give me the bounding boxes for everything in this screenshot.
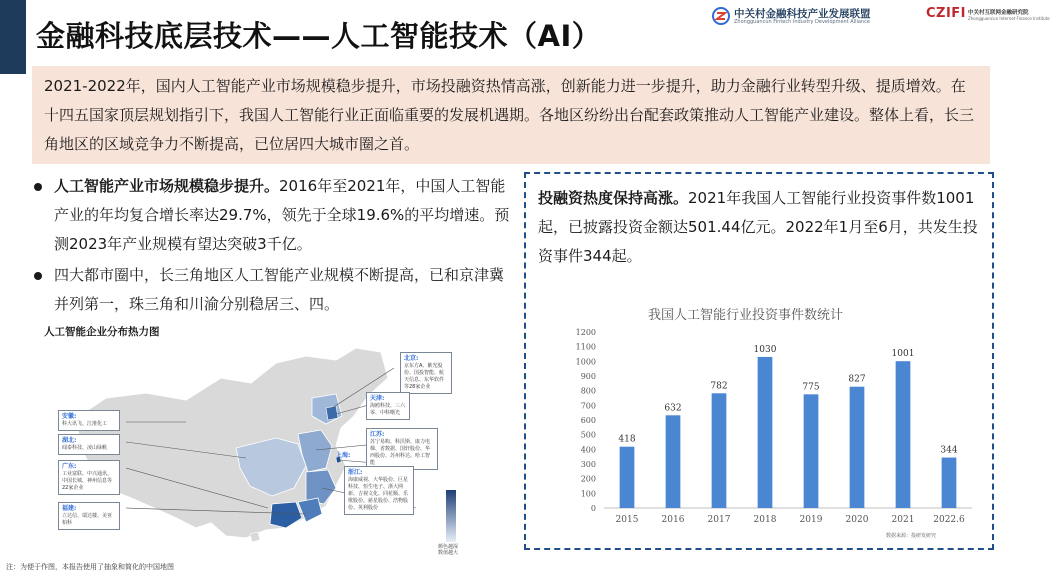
- chart-source: 数据来源：投研发研究: [886, 533, 937, 539]
- data-label: 782: [710, 381, 728, 392]
- callout-guangdong: [58, 460, 120, 495]
- callout-title: 天津:: [370, 395, 385, 402]
- y-tick-label: 600: [580, 416, 596, 425]
- bullet-list: [32, 172, 510, 321]
- y-tick-label: 200: [580, 474, 596, 484]
- callout-text: 闻泰科技、凌山绿帆: [62, 445, 108, 451]
- data-label: 1001: [891, 349, 915, 360]
- y-tick-label: 700: [580, 401, 596, 411]
- callout-text: 立达信、瑞达楼、美亚柏科: [62, 513, 113, 526]
- czifi-logo-mark: CZIFI: [926, 6, 967, 21]
- bar-2021: [896, 361, 911, 508]
- y-tick-label: 400: [580, 445, 596, 455]
- data-label: 827: [848, 374, 866, 385]
- callout-anhui: [58, 410, 120, 431]
- investment-body: 2021年我国人工智能行业投资事件数1001起，已披露投资金额达501.44亿元。2022年1月至6月，共发生投资事件344起。: [538, 189, 978, 265]
- callout-text: 工业富联、中兴通讯、中国长城、神州信息等22家企业: [62, 471, 113, 491]
- bullet-item: [32, 261, 510, 319]
- y-tick-label: 1100: [575, 342, 596, 352]
- callout-text: 海鸥科技、三六零、中科曙光: [370, 403, 406, 416]
- callout-text: 京东方A、紫光股份、国投智能、航天信息、东华软件等28家企业: [404, 363, 445, 390]
- bar-2015: [620, 447, 635, 508]
- callout-hubei: [58, 434, 120, 455]
- y-tick-label: 1000: [575, 357, 596, 367]
- zfida-logo-icon: [712, 7, 730, 25]
- callout-title: 上海:: [336, 452, 351, 459]
- intro-text: 2021-2022年，国内人工智能产业市场规模稳步提升，市场投融资热情高涨，创新能力进一步提升，助力金融行业转型升级、提质增效。在十四五国家顶层规划指引下，我国人工智能行业正面临重要的发展机遇期。各地区纷纷出台配套政策推动人工智能产业建设。整体上看，长三角地区的区域竞争力不断提高，已位居四大城市圈之首。: [44, 77, 975, 153]
- callout-text: 苏宁易购、科沃斯、康力电梯、省数据、国轩股份、华西股份、苏州科达、哈工智能: [370, 439, 431, 466]
- data-label: 1030: [753, 344, 777, 355]
- y-tick-label: 100: [580, 489, 596, 499]
- callout-title: 广东:: [62, 463, 77, 470]
- y-tick-label: 900: [580, 372, 596, 381]
- czifi-logo: [926, 6, 1050, 28]
- callout-text: 海康威视、大华股份、巨星科技、恒生电子、浙大网新、吉视文化、同花顺、乐歌股份、慈星股份、浩物股份、英利股份: [348, 477, 409, 511]
- bar-2020: [850, 387, 865, 508]
- bullet-item: [32, 172, 510, 259]
- y-tick-label: 800: [580, 386, 596, 396]
- callout-title: 福建:: [62, 505, 77, 512]
- bar-2019: [804, 394, 819, 508]
- y-tick-label: 1200: [575, 328, 596, 337]
- bar-2018: [758, 357, 773, 508]
- x-tick-label: 2015: [615, 515, 639, 525]
- bullet-bold: 人工智能产业市场规模稳步提升。: [54, 177, 280, 195]
- bar-2017: [712, 393, 727, 508]
- heatmap-china: [36, 338, 476, 558]
- bullet-text: 四大都市圈中，长三角地区人工智能产业规模不断提高，已和京津冀并列第一，珠三角和川渝分别稳居三、四。: [54, 266, 505, 313]
- map-title: 人工智能企业分布热力图: [44, 326, 160, 338]
- callout-title: 北京:: [404, 355, 419, 362]
- callout-jiangsu: [366, 428, 438, 470]
- x-tick-label: 2021: [891, 515, 915, 525]
- callout-fujian: [58, 502, 120, 530]
- bar-2022.6: [942, 458, 957, 508]
- callout-tianjin: [366, 392, 410, 420]
- investment-bar-chart: [560, 324, 980, 534]
- x-tick-label: 2020: [845, 515, 869, 525]
- intro-box: [32, 66, 990, 164]
- footnote: 注：为便于作图，本报告使用了抽象和简化的中国地图: [6, 563, 174, 571]
- callout-beijing: [400, 352, 452, 394]
- legend-label: 颜色越深 数值越大: [438, 544, 459, 556]
- investment-bold: 投融资热度保持高涨。: [538, 189, 689, 207]
- x-tick-label: 2017: [707, 515, 731, 525]
- callout-title: 浙江:: [348, 469, 363, 476]
- investment-text: [538, 184, 986, 271]
- czifi-logo-cn: 中关村互联网金融研究院: [968, 10, 1029, 16]
- y-tick-label: 300: [580, 460, 596, 469]
- data-label: 632: [664, 403, 682, 414]
- x-tick-label: 2022.6: [933, 515, 965, 525]
- callout-shanghai: [336, 452, 358, 460]
- page-title: 金融科技底层技术——人工智能技术（AI）: [36, 19, 602, 53]
- callout-title: 安徽:: [62, 413, 77, 420]
- legend-gradient: [446, 490, 456, 542]
- callout-zhejiang: [344, 466, 414, 515]
- bar-2016: [666, 415, 681, 508]
- zfida-logo-cn: 中关村金融科技产业发展联盟: [734, 8, 871, 20]
- czifi-logo-en: Zhongguancun Internet Finance Institute: [968, 16, 1050, 21]
- x-tick-label: 2018: [753, 515, 777, 525]
- bullet-dot-icon: [34, 272, 42, 280]
- callout-title: 江苏:: [370, 431, 385, 438]
- chart-title: 我国人工智能行业投资事件数统计: [648, 308, 844, 323]
- data-label: 775: [802, 382, 820, 393]
- bullet-dot-icon: [34, 183, 42, 191]
- title-accent-bar: [0, 0, 26, 74]
- y-tick-label: 500: [580, 430, 596, 440]
- data-label: 418: [618, 434, 636, 445]
- x-tick-label: 2019: [799, 515, 823, 525]
- zfida-logo-en: Zhongguancun Fintech Industry Development Alliance: [734, 19, 870, 25]
- y-tick-label: 0: [590, 504, 596, 513]
- x-tick-label: 2016: [661, 515, 685, 525]
- callout-title: 湖北:: [62, 437, 77, 444]
- zfida-logo: [712, 6, 902, 28]
- bullet-text: 2016年至2021年，中国人工智能产业的年均复合增长率达29.7%，领先于全球19.6%的平均增速。预测2023年产业规模有望达突破3千亿。: [54, 177, 510, 253]
- data-label: 344: [940, 445, 958, 456]
- callout-text: 科大讯飞、江淮化工: [62, 421, 108, 427]
